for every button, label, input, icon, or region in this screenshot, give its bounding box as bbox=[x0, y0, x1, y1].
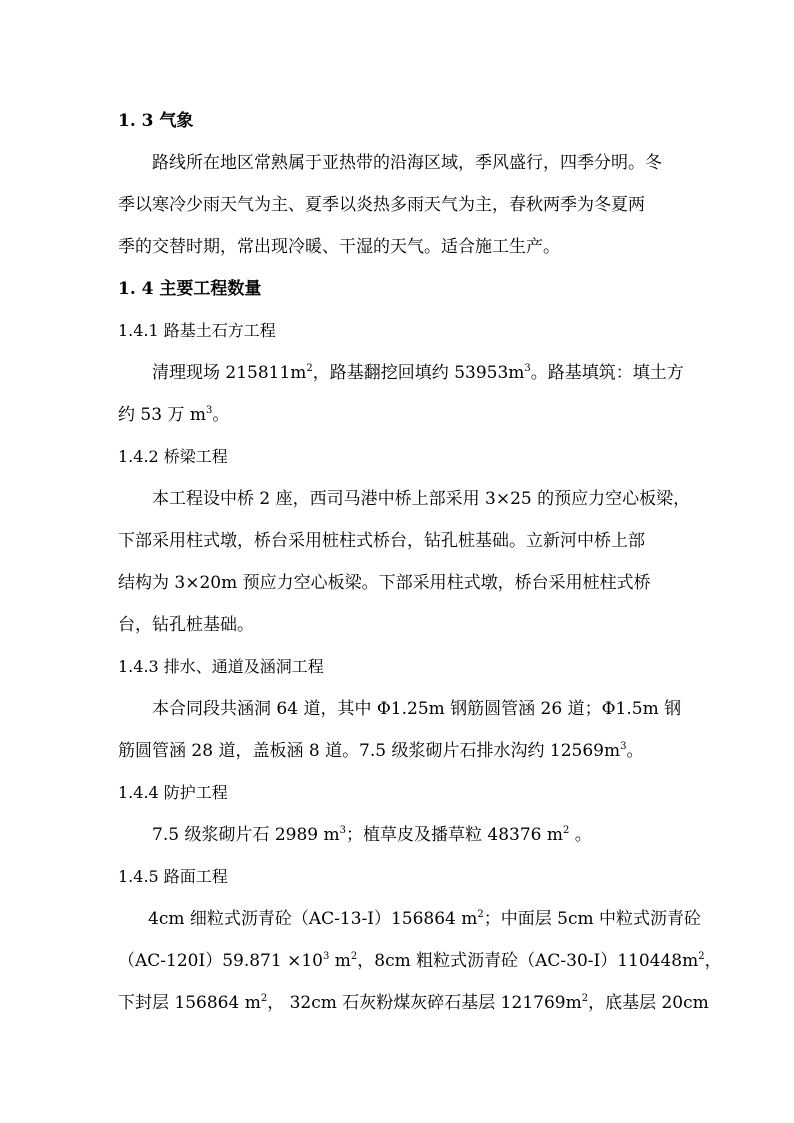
pavement-paragraph-line-2: $(AC-120I)59.871 \times 10^3$ $m^2$，8cm 粗粒式沥青砼$(AC-30-I)110448m^2$， bbox=[118, 951, 722, 971]
section-1-3-heading: 1. 3 气象 bbox=[118, 111, 194, 131]
bridge-paragraph-line-4: 台，钻孔桩基础。 bbox=[118, 615, 254, 635]
pavement-paragraph-line-1: 4cm 细粒式沥青砼（AC-13-I）156864 $m^2$；中面层 5cm 中粒式沥青砼 bbox=[148, 909, 702, 929]
climate-paragraph-line-2: 季以寒冷少雨天气为主、夏季以炎热多雨天气为主，春秋两季为冬夏两 bbox=[118, 195, 645, 215]
section-1-4-1-heading: 1.4.1 路基土石方工程 bbox=[118, 321, 276, 340]
section-1-4-4-heading: 1.4.4 防护工程 bbox=[118, 783, 228, 802]
section-1-4-3-heading: 1.4.3 排水、通道及涵洞工程 bbox=[118, 657, 324, 676]
section-1-4-5-heading: 1.4.5 路面工程 bbox=[118, 867, 228, 886]
section-1-4-2-heading: 1.4.2 桥梁工程 bbox=[118, 447, 228, 466]
document-page bbox=[118, 100, 722, 1024]
pavement-paragraph-line-3: 下封层 156864 $m^2$， 32cm 石灰粉煤灰碎石基层 $121769m^2$，底基层 20cm bbox=[118, 993, 709, 1013]
earthwork-paragraph-line-2: 约 53 万 $m^3$。 bbox=[118, 405, 230, 425]
protection-paragraph-line-1: 7.5 级浆砌片石 2989 $m^3$；植草皮及播草粒 48376 $m^2$ 。 bbox=[152, 825, 592, 845]
bridge-paragraph-line-3: 结构为 3×20m 预应力空心板梁。下部采用柱式墩，桥台采用桩柱式桥 bbox=[118, 573, 651, 593]
earthwork-paragraph-line-1: 清理现场 $215811m^2$，路基翻挖回填约 $53953m^3$。路基填筑：填土方 bbox=[152, 363, 684, 383]
section-1-4-heading: 1. 4 主要工程数量 bbox=[118, 279, 262, 299]
drainage-paragraph-line-1: 本合同段共涵洞 64 道，其中 Φ1.25m 钢筋圆管涵 26 道；Φ1.5m 钢 bbox=[152, 699, 682, 719]
bridge-paragraph-line-2: 下部采用柱式墩，桥台采用桩柱式桥台，钻孔桩基础。立新河中桥上部 bbox=[118, 531, 645, 551]
climate-paragraph-line-3: 季的交替时期，常出现冷暖、干湿的天气。适合施工生产。 bbox=[118, 237, 560, 257]
climate-paragraph-line-1: 路线所在地区常熟属于亚热带的沿海区域，季风盛行，四季分明。冬 bbox=[152, 153, 662, 173]
drainage-paragraph-line-2: 筋圆管涵 28 道，盖板涵 8 道。7.5 级浆砌片石排水沟约 $12569m^3$。 bbox=[118, 741, 644, 761]
bridge-paragraph-line-1: 本工程设中桥 2 座，西司马港中桥上部采用 3×25 的预应力空心板梁， bbox=[152, 489, 691, 509]
